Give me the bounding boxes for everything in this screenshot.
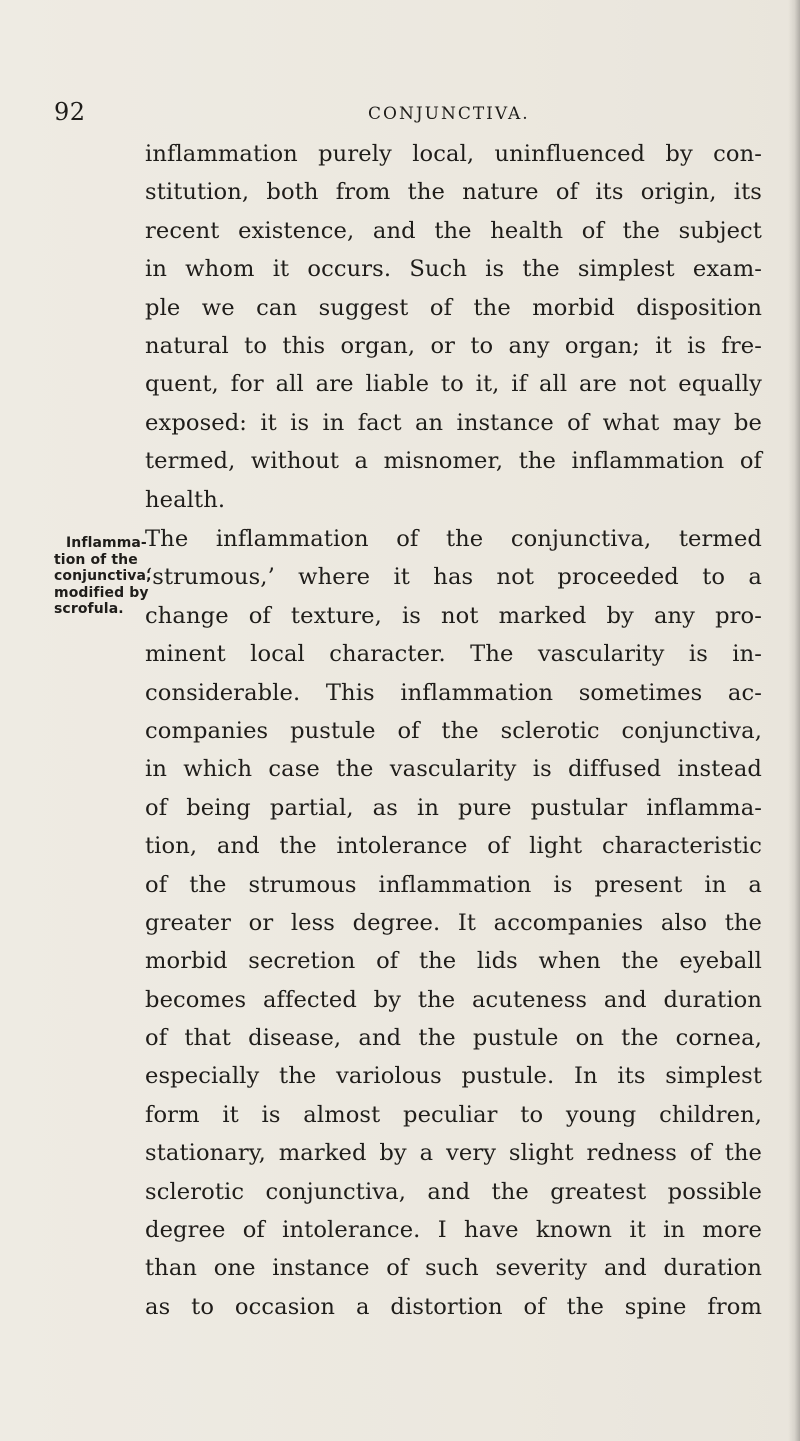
paragraph-2: [145, 520, 762, 1326]
text-line: exposed: it is in fact an instance of what may be: [145, 409, 762, 436]
margin-note: [54, 535, 152, 618]
text-line: quent, for all are liable to it, if all are not equally: [145, 371, 762, 398]
page-number: 92: [54, 98, 86, 126]
text-line: of being partial, as in pure pustular inflamma-: [145, 794, 762, 821]
text-line: stationary, marked by a very slight redness of the: [145, 1140, 762, 1167]
text-line: The inflammation of the conjunctiva, termed: [145, 526, 762, 552]
running-head: CONJUNCTIVA.: [368, 104, 530, 124]
text-line: stitution, both from the nature of its origin, its: [145, 179, 762, 206]
text-line: termed, without a misnomer, the inflammation of: [145, 448, 762, 475]
text-line: recent existence, and the health of the subject: [145, 217, 762, 244]
text-line: greater or less degree. It accompanies also the: [145, 909, 762, 936]
text-line: of that disease, and the pustule on the cornea,: [145, 1025, 762, 1052]
paragraph-1: [145, 135, 762, 519]
text-line: especially the variolous pustule. In its simplest: [145, 1063, 762, 1090]
text-line: ple we can suggest of the morbid disposition: [145, 294, 762, 321]
text-line: sclerotic conjunctiva, and the greatest possible: [145, 1178, 762, 1205]
text-line: minent local character. The vascularity is in-: [145, 641, 762, 668]
text-line: of the strumous inflammation is present in a: [145, 871, 762, 898]
text-line: inflammation purely local, uninfluenced by con-: [145, 141, 762, 167]
text-line: in whom it occurs. Such is the simplest exam-: [145, 256, 762, 283]
text-line: morbid secretion of the lids when the eyeball: [145, 948, 762, 975]
page-edge-shadow: [788, 0, 800, 1441]
text-line: natural to this organ, or to any organ; it is fre-: [145, 332, 762, 359]
text-line: considerable. This inflammation sometimes ac-: [145, 679, 762, 706]
margin-note-line: scrofula.: [54, 601, 124, 618]
margin-note-line: tion of the: [54, 551, 138, 568]
text-line: as to occasion a distortion of the spine from: [145, 1293, 762, 1320]
text-line: ‘strumous,’ where it has not proceeded to a: [145, 564, 762, 591]
margin-note-line: Inflamma-: [66, 535, 147, 551]
text-line: health.: [145, 486, 226, 513]
text-line: degree of intolerance. I have known it in more: [145, 1217, 762, 1244]
text-line: change of texture, is not marked by any pro-: [145, 602, 762, 629]
text-line: in which case the vascularity is diffused instead: [145, 756, 762, 783]
text-line: becomes affected by the acuteness and duration: [145, 986, 762, 1013]
margin-note-line: modified by: [54, 584, 149, 601]
margin-note-line: conjunctiva,: [54, 568, 152, 585]
text-line: tion, and the intolerance of light characteristic: [145, 833, 762, 860]
text-line: companies pustule of the sclerotic conjunctiva,: [145, 717, 762, 744]
text-line: than one instance of such severity and duration: [145, 1255, 762, 1282]
text-line: form it is almost peculiar to young children,: [145, 1101, 762, 1128]
